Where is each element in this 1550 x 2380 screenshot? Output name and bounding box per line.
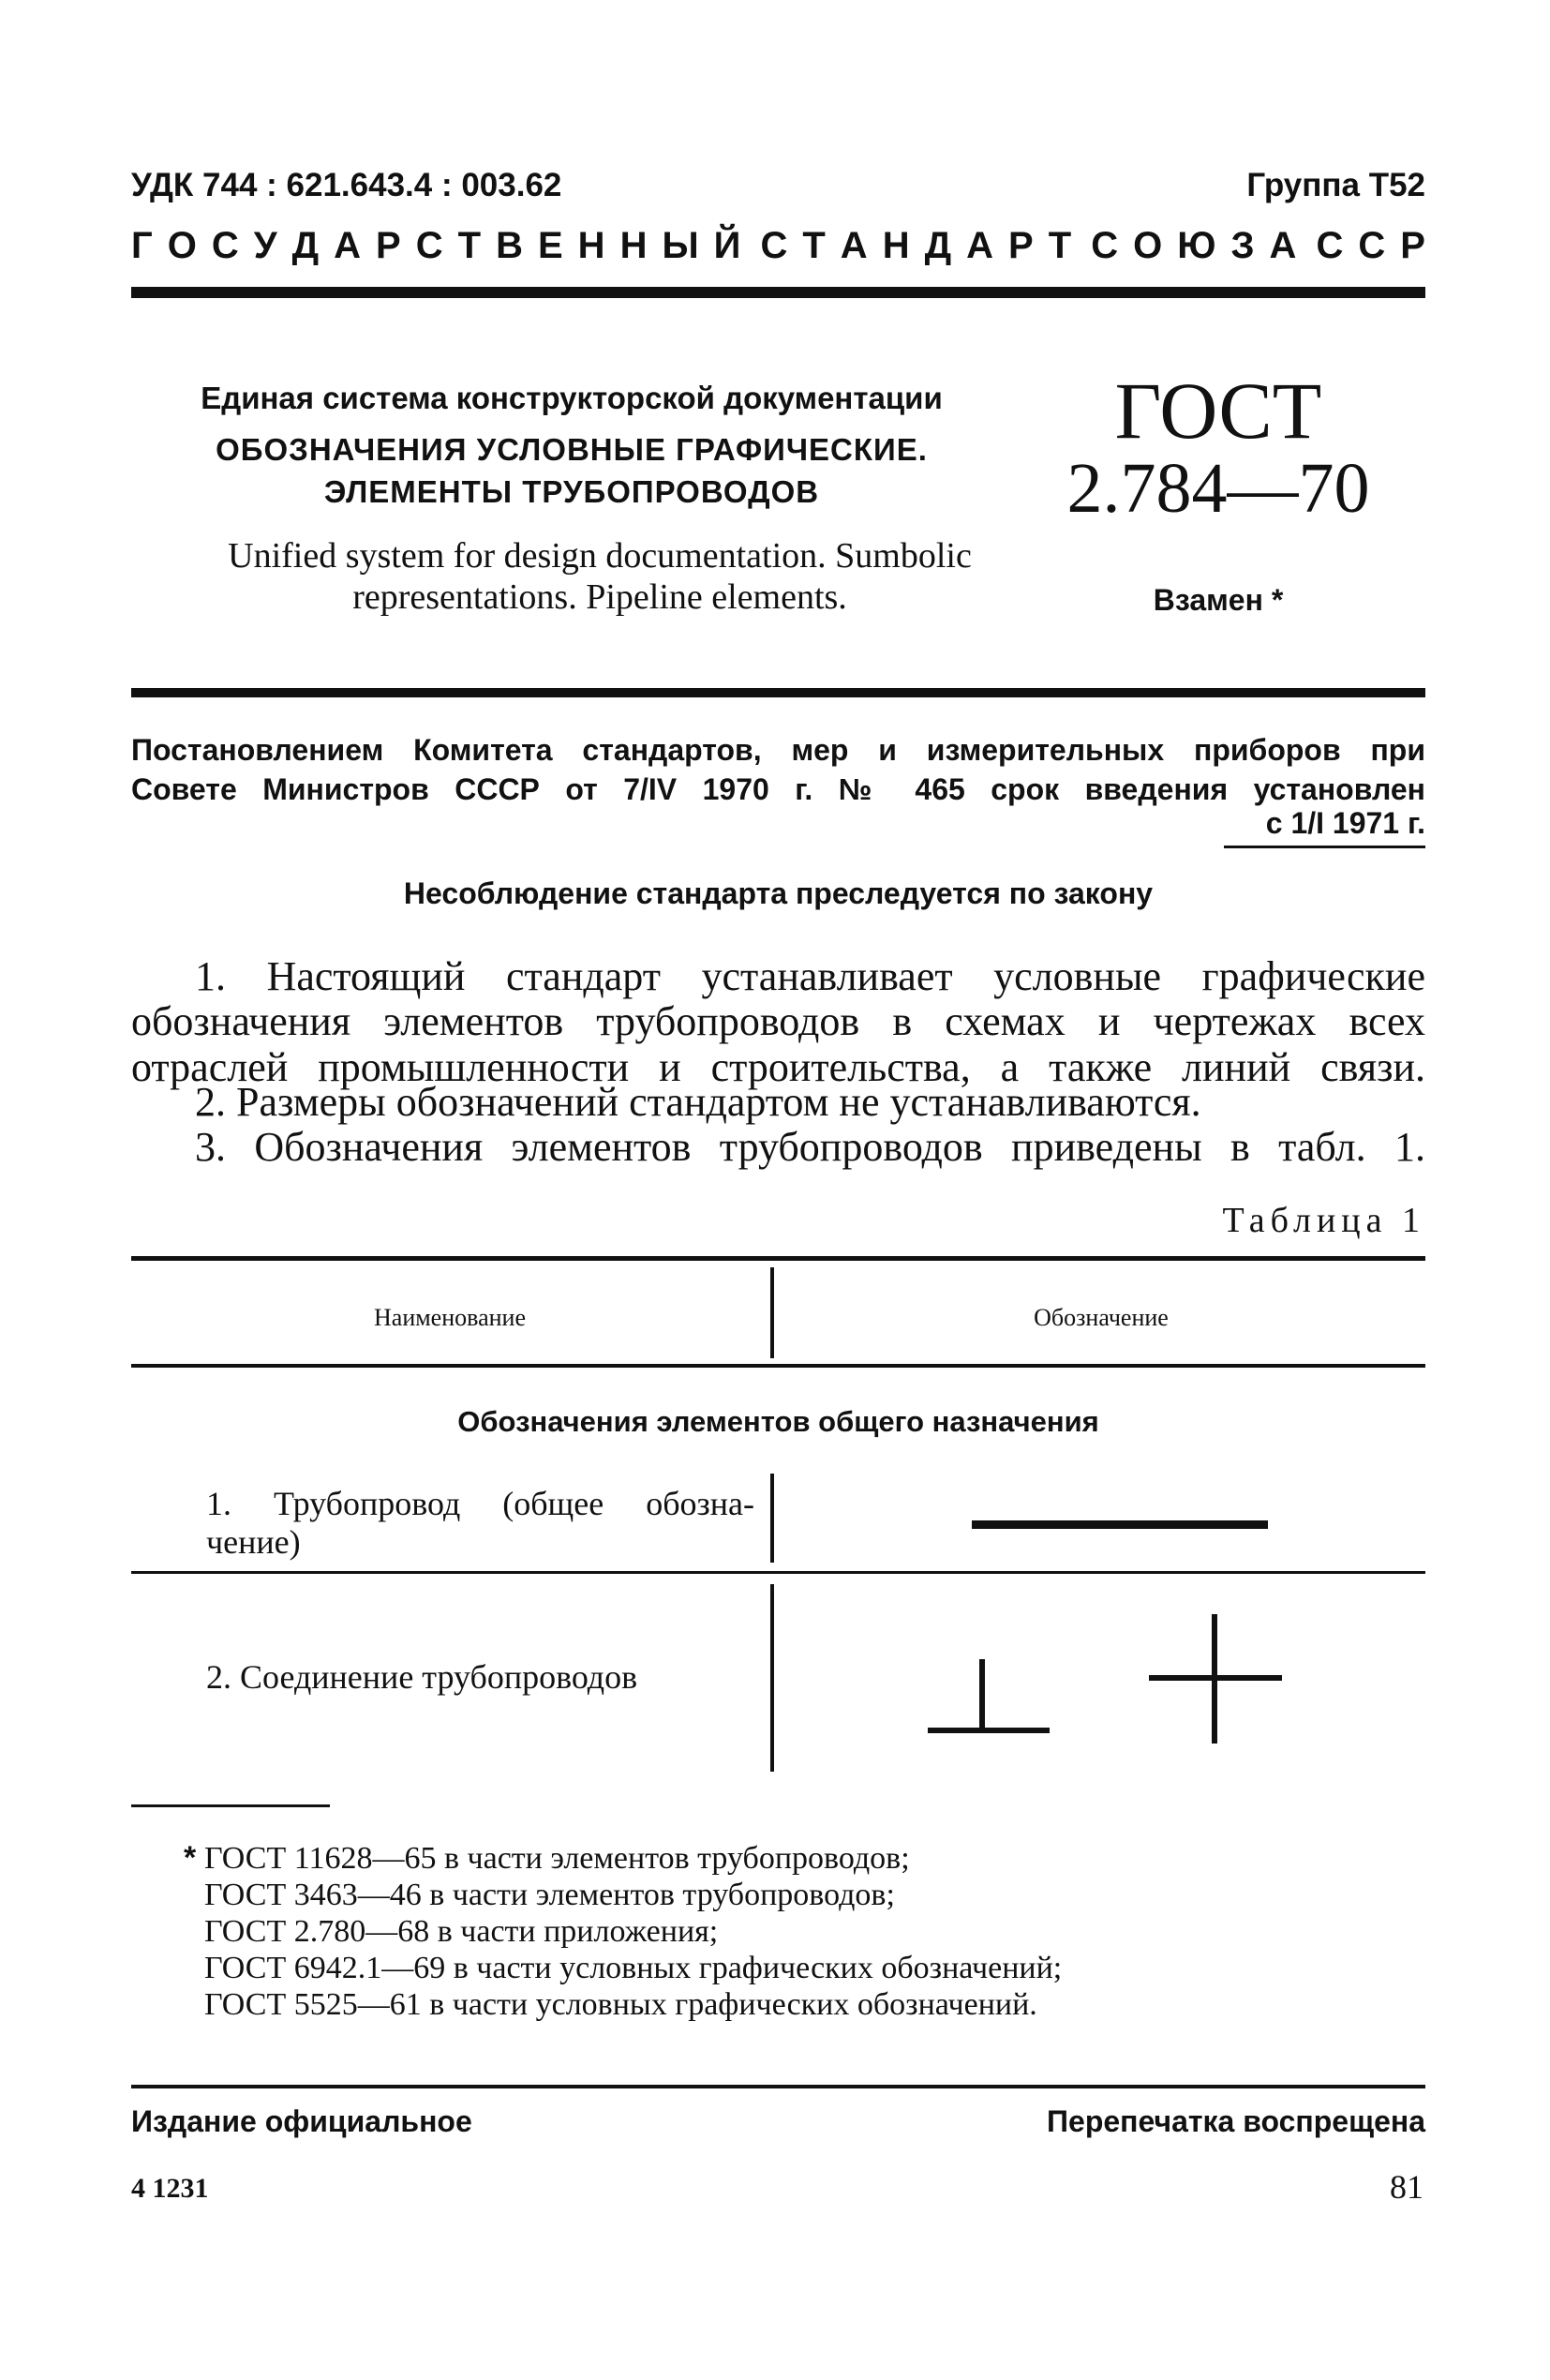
official-edition-label: Издание официальное — [131, 2104, 472, 2138]
decree-line-1: Постановлением Комитета стандартов, мер и измерительных приборов при — [131, 733, 1425, 767]
footnote-line: ГОСТ 11628—65 в части элементов трубопроводов; — [204, 1841, 910, 1876]
decree-line-2: Совете Министров СССР от 7/IV 1970 г. № 465 срок введения установлен — [131, 771, 1425, 806]
table-row-2-name: 2. Соединение трубопроводов — [206, 1658, 638, 1696]
cross-connection-symbol — [1149, 1614, 1282, 1744]
reprint-prohibited-label: Перепечатка воспрещена — [1047, 2104, 1425, 2138]
udk-code: УДК 744 : 621.643.4 : 003.62 — [131, 167, 562, 203]
english-title — [150, 536, 1050, 618]
table-header-bottom-rule — [131, 1364, 1425, 1368]
table-header-name: Наименование — [374, 1304, 526, 1331]
table-row-1-bottom-rule — [131, 1571, 1425, 1574]
state-standard-header — [131, 225, 1425, 267]
footer-rule — [131, 2085, 1425, 2088]
print-number: 4 1231 — [131, 2173, 209, 2204]
group-code: Группа Т52 — [1246, 167, 1425, 203]
title-line-2: ЭЛЕМЕНТЫ ТРУБОПРОВОДОВ — [323, 474, 820, 509]
table-row-1-divider — [770, 1474, 774, 1563]
table-row-1-name: 1. Трубопровод (общее обозна- — [206, 1485, 754, 1522]
table-header-symbol: Обозначение — [1034, 1304, 1169, 1331]
law-notice: Несоблюдение стандарта преследуется по закону — [403, 876, 1154, 910]
gost-label: ГОСТ — [1114, 366, 1322, 456]
decree-text — [131, 731, 1425, 809]
footnote-rule — [131, 1804, 330, 1807]
footnote-line: ГОСТ 6942.1—69 в части условных графических обозначений; — [204, 1951, 1063, 1986]
table-row-2-divider — [770, 1584, 774, 1772]
state-standard-word: С С Р — [1316, 225, 1425, 266]
state-standard-word: С Т А Н Д А Р Т — [760, 225, 1072, 266]
paragraph-1-line-3: отраслей промышленности и строительства, а также линий связи. — [131, 1043, 1425, 1090]
footnote-line: ГОСТ 2.780—68 в части приложения; — [204, 1914, 719, 1950]
title-line-1: ОБОЗНАЧЕНИЯ УСЛОВНЫЕ ГРАФИЧЕСКИЕ. — [216, 432, 928, 467]
table-caption: Таблица 1 — [1222, 1201, 1425, 1240]
paragraph-3: 3. Обозначения элементов трубопроводов приведены в табл. 1. — [195, 1124, 1425, 1170]
page-number: 81 — [1390, 2168, 1423, 2206]
system-name: Единая система конструкторской документации — [201, 381, 943, 415]
paragraph-1-line-1-text: 1. Настоящий стандарт устанавливает условные графические — [195, 953, 1425, 999]
replaces-label: Взамен * — [1153, 583, 1284, 617]
footnote — [184, 1840, 1376, 2023]
state-standard-word: Г О С У Д А Р С Т В Е Н Н Ы Й — [131, 225, 741, 266]
tee-connection-symbol — [928, 1659, 1050, 1730]
table-header-divider — [770, 1267, 774, 1358]
footnote-marker: * — [184, 1840, 197, 1876]
table-top-rule — [131, 1256, 1425, 1261]
paragraph-1-line-1 — [131, 954, 1425, 999]
table-row-1-name-cont: чение) — [206, 1523, 301, 1561]
paragraph-1-line-2: обозначения элементов трубопроводов в схемах и чертежах всех — [131, 998, 1425, 1045]
decree-date: с 1/I 1971 г. — [1265, 806, 1425, 840]
gost-number: 2.784—70 — [1066, 449, 1370, 528]
pipe-connection-symbols — [890, 1594, 1312, 1772]
paragraph-1 — [131, 954, 1425, 1090]
paragraph-2: 2. Размеры обозначений стандартом не устанавливаются. — [195, 1079, 1201, 1125]
english-title-line-2: representations. Pipeline elements. — [352, 576, 847, 617]
state-standard-word: С О Ю З А — [1091, 225, 1297, 266]
pipeline-symbol — [972, 1520, 1268, 1529]
decree-date-underline — [1224, 846, 1425, 848]
title-thick-rule — [131, 688, 1425, 697]
footnote-line: ГОСТ 5525—61 в части условных графических обозначений. — [204, 1987, 1037, 2023]
english-title-line-1: Unified system for design documentation. Sumbolic — [228, 536, 972, 576]
table-section-title: Обозначения элементов общего назначения — [457, 1405, 1099, 1438]
footnote-line: ГОСТ 3463—46 в части элементов трубопроводов; — [204, 1878, 895, 1913]
header-thick-rule — [131, 287, 1425, 298]
